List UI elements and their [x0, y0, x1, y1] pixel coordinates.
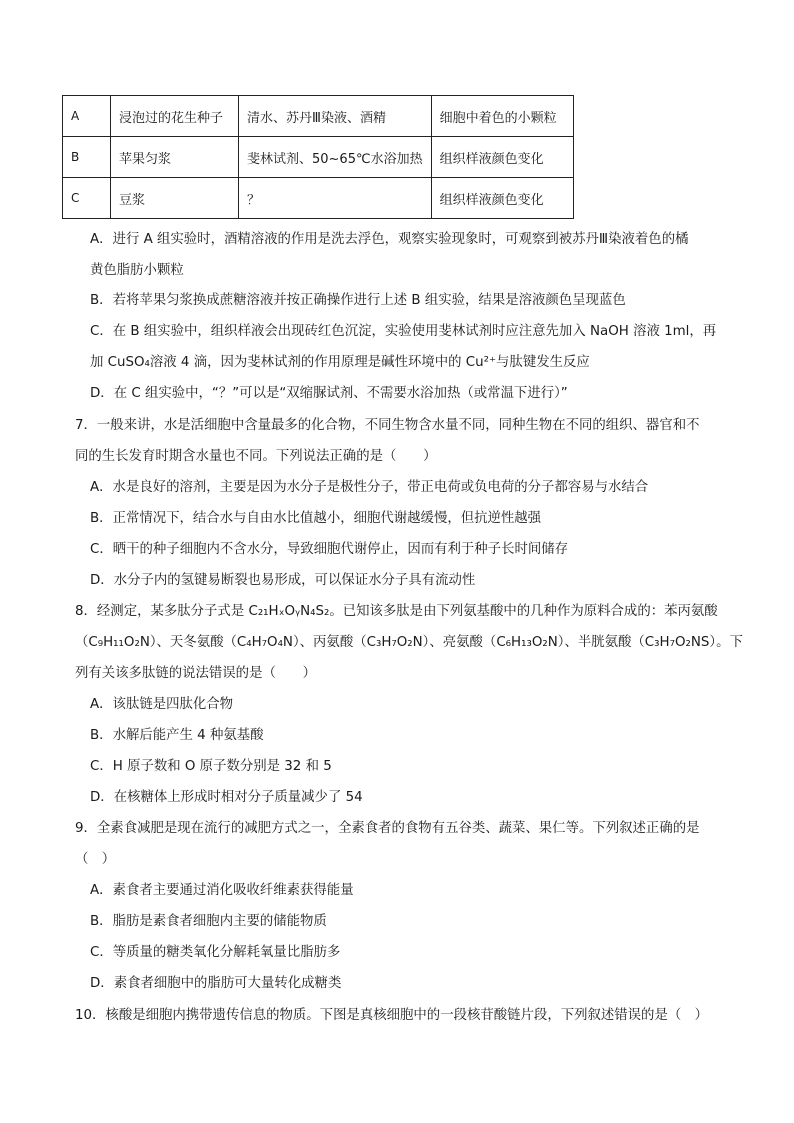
- q7-option-b: B．正常情况下，结合水与自由水比值越小，细胞代谢越缓慢，但抗逆性越强: [90, 511, 542, 526]
- table-cell: 细胞中着色的小颗粒: [431, 96, 573, 137]
- q6-option-a: A．进行 A 组实验时，酒精溶液的作用是洗去浮色，观察实验现象时，可观察到被苏丹Ⅲ染液着色的橘: [90, 232, 689, 247]
- table-cell: ？: [239, 178, 432, 219]
- q8-option-a: A．该肽链是四肽化合物: [90, 697, 234, 712]
- experiment-table: [62, 95, 574, 219]
- q9-option-c: C．等质量的糖类氧化分解耗氧量比脂肪多: [90, 945, 341, 960]
- table-cell: 组织样液颜色变化: [431, 137, 573, 178]
- q7-option-c: C．晒干的种子细胞内不含水分，导致细胞代谢停止，因而有利于种子长时间储存: [90, 542, 569, 557]
- q8-stem: 8．经测定，某多肽分子式是 C₂₁HₓOᵧN₄S₂。已知该多肽是由下列氨基酸中的几种作为原料合成的：苯丙氨酸: [75, 604, 718, 619]
- q7-stem: 7．一般来讲，水是活细胞中含量最多的化合物，不同生物含水量不同，同种生物在不同的组织、器官和不: [75, 418, 700, 433]
- q7-stem-cont: 同的生长发育时期含水量也不同。下列说法正确的是（ ）: [75, 449, 437, 464]
- table-cell: B: [63, 137, 111, 178]
- q9-stem-cont: （ ）: [75, 852, 116, 867]
- table-row: [63, 137, 574, 178]
- q7-option-d: D．水分子内的氢键易断裂也易形成，可以保证水分子具有流动性: [90, 573, 476, 588]
- q9-option-d: D．素食者细胞中的脂肪可大量转化成糖类: [90, 976, 342, 991]
- q8-option-b: B．水解后能产生 4 种氨基酸: [90, 728, 264, 743]
- q9-option-a: A．素食者主要通过消化吸收纤维素获得能量: [90, 883, 354, 898]
- q6-option-b: B．若将苹果匀浆换成蔗糖溶液并按正确操作进行上述 B 组实验，结果是溶液颜色呈现蓝色: [90, 293, 626, 308]
- q8-option-c: C．H 原子数和 O 原子数分别是 32 和 5: [90, 759, 332, 774]
- table-cell: 豆浆: [111, 178, 239, 219]
- q8-stem-cont: （C₉H₁₁O₂N）、天冬氨酸（C₄H₇O₄N）、丙氨酸（C₃H₇O₂N）、亮氨酸（C₆H₁₃O₂N）、半胱氨酸（C₃H₇O₂NS）。下: [75, 635, 743, 650]
- q8-stem-cont: 列有关该多肽链的说法错误的是（ ）: [75, 666, 317, 681]
- table-row: [63, 178, 574, 219]
- q6-option-c: C．在 B 组实验中，组织样液会出现砖红色沉淀，实验使用斐林试剂时应注意先加入 NaOH 溶液 1ml，再: [90, 324, 717, 339]
- table-cell: C: [63, 178, 111, 219]
- q9-option-b: B．脂肪是素食者细胞内主要的储能物质: [90, 914, 327, 929]
- q6-option-c-cont: 加 CuSO₄溶液 4 滴，因为斐林试剂的作用原理是碱性环境中的 Cu²⁺与肽键发生反应: [90, 355, 590, 370]
- table-cell: A: [63, 96, 111, 137]
- q10-stem: 10．核酸是细胞内携带遗传信息的物质。下图是真核细胞中的一段核苷酸链片段，下列叙述错误的是（ ）: [75, 1008, 709, 1023]
- q9-stem: 9．全素食减肥是现在流行的减肥方式之一，全素食者的食物有五谷类、蔬菜、果仁等。下列叙述正确的是: [75, 821, 700, 836]
- q8-option-d: D．在核糖体上形成时相对分子质量减少了 54: [90, 790, 363, 805]
- table-cell: 组织样液颜色变化: [431, 178, 573, 219]
- q6-option-d: D．在 C 组实验中，“？”可以是“双缩脲试剂、不需要水浴加热（或常温下进行）”: [90, 386, 568, 401]
- table-cell: 苹果匀浆: [111, 137, 239, 178]
- table-cell: 浸泡过的花生种子: [111, 96, 239, 137]
- table-row: [63, 96, 574, 137]
- table-cell: 斐林试剂、50~65℃水浴加热: [239, 137, 432, 178]
- table-cell: 清水、苏丹Ⅲ染液、酒精: [239, 96, 432, 137]
- q6-option-a-cont: 黄色脂肪小颗粒: [90, 263, 184, 278]
- q7-option-a: A．水是良好的溶剂，主要是因为水分子是极性分子，带正电荷或负电荷的分子都容易与水结合: [90, 480, 649, 495]
